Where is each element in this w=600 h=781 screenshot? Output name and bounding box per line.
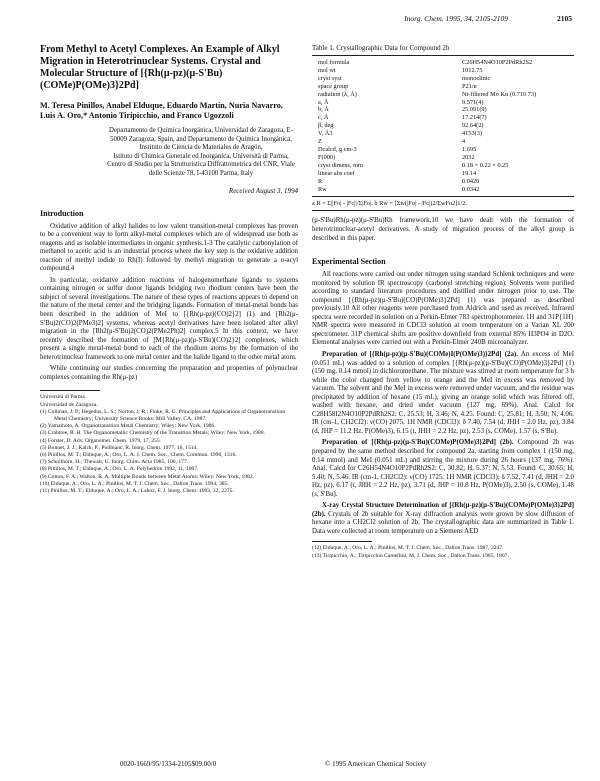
received-date: Received August 3, 1994 xyxy=(228,186,298,195)
xray-determination xyxy=(312,502,574,536)
table-row-label: R xyxy=(318,177,323,185)
footnote: (11) Pinillos, M. T.; Elduque, A.; Oro, L. A.; Lahoz, F. J. Inorg. Chem. 1993, 32, 2275. xyxy=(40,488,234,495)
table-row-value: 0.0342 xyxy=(462,185,480,193)
left-column xyxy=(40,44,298,495)
table-row-label: Dcalcd, g cm-3 xyxy=(318,145,357,153)
table-row-label: cryst syst xyxy=(318,74,342,82)
footnote-rule xyxy=(312,541,372,542)
table-row xyxy=(312,106,574,114)
table-row-value: 0.0420 xyxy=(462,177,480,185)
table-row-label: linear abs coef xyxy=(318,169,355,177)
table-row-label: β, deg xyxy=(318,122,334,130)
footnote: (2) Yamamoto, A. Organotransition Metal Chemistry; Wiley: New York, 1986. xyxy=(40,423,216,430)
table-row-label: space group xyxy=(318,82,349,90)
footnote-rule xyxy=(40,390,100,391)
table-row-label: cryst dimens, mm xyxy=(318,161,363,169)
table-row-label: V, Å3 xyxy=(318,130,333,138)
preparation-2b-text: Compound 2b was prepared by the same method described for compound 2a, starting from complex 1 (150 mg, 0.14 mmol) and MeI (0.051 mL) and stirring the mixture during 26 hours (137 mg, 76%). Anal. Calcd for C26H54N4O10P2PdRh2S2: C, 30.82; H, 5.37; N, 5.53. Found: C, 30.65; H, 5.40; N, 5.46. IR (cm-1, CH2Cl2): ν(CO) 1725. 1H NMR (CDCl3): δ 7.52, 7.41 (d, JHH = 2.0 Hz, pz), 6.17 (t, JHH = 2.2 Hz, pz), 3.71 (d, JHP = 10.8 Hz, P(OMe)3), 2.50 (s, COMe), 1.48 (s, S'Bu). xyxy=(312,439,574,498)
table-row-label: F(000) xyxy=(318,153,336,161)
preparation-2b-heading: Preparation of [{Rh(μ-pz)(μ-S'Bu)(COMe)P(OMe)3}2Pd] (2b). xyxy=(322,439,514,447)
table-row xyxy=(312,91,574,99)
footnote: (12) Elduque, A.; Oro, L. A.; Pinillos, M. T. J. Chem. Soc., Dalton Trans. 1987, 2247. xyxy=(312,545,504,552)
table-row-value: 4 xyxy=(462,138,466,146)
copyright: © 1995 American Chemical Society xyxy=(325,760,427,768)
experimental-paragraph: All reactions were carried out under nitrogen using standard Schlenk techniques and were monitored by solution IR spectroscopy (carbonyl stretching region). Solvents were purified according to standard literature procedures and distilled under nitrogen prior to use. The compound [{Rh(μ-pz)(μ-S'Bu)(CO)P(OMe)3}2Pd] (1) was prepared as described previously.10 All other reagents were purchased from Aldrich and used as received. Infrared spectra were recorded in solution on a Perkin-Elmer 783 spectrophotometer. 1H and 31P{1H} NMR spectra were measured in CDCl3 solution at room temperature on a Varian XL 200 spectrometer. 31P chemical shifts are positive downfield from external 85% H3PO4 in D2O. Elemental analyses were carried out with a Perkin-Elmer 240B microanalyzer. xyxy=(312,271,574,347)
affiliation-zaragoza: Departamento de Química Inorgánica, Universidad de Zaragoza, E-50009 Zaragoza, Spain, and Departamento de Química Inorgánica, Instituto de Ciencia de Materiales de Aragón, xyxy=(109,127,293,152)
introduction-heading: Introduction xyxy=(40,208,84,218)
table-row-value: 25.091(9) xyxy=(462,106,487,114)
table-row xyxy=(312,162,574,170)
footnote: Università di Parma. xyxy=(40,394,87,401)
page-footer xyxy=(40,760,572,772)
footnote: (5) Bonnet, J. J.; Kalck, P.; Poilblanc, R. Inorg. Chem. 1977, 16, 1514. xyxy=(40,444,198,451)
table-row xyxy=(312,130,574,138)
table-row-value: 92.64(2) xyxy=(462,122,484,130)
table-row xyxy=(312,75,574,83)
affiliation-block xyxy=(40,127,298,179)
affiliation-parma: Istituto di Chimica Generale ed Inorganica, Università di Parma, Centro di Studio per la Strutturistica Diffrattometrica del CNR, Viale delle Scienze 78, I-43100 Parma, Italy xyxy=(107,152,295,177)
preparation-2a-heading: Preparation of [{Rh(μ-pz)(μ-S'Bu)(COMe)I(P(OMe)3)}2Pd] (2a). xyxy=(322,350,518,358)
crystallographic-data-table xyxy=(312,59,574,193)
table-row-value: 9.571(4) xyxy=(462,98,484,106)
table-row-value: 1012.75 xyxy=(462,66,483,74)
intro-paragraph-3: While continuing our studies concerning the preparation and properties of polynuclear complexes containing the Rh(μ-pz) xyxy=(40,365,298,381)
table-row-value: P21/n xyxy=(462,82,477,90)
article-authors: M. Teresa Pinillos, Anabel Elduque, Eduardo Martín, Nuria Navarro, Luis A. Oro,* Antonio Tiripicchio, and Franco Ugozzoli xyxy=(40,101,283,120)
preparation-2a xyxy=(312,351,574,436)
table-row-value: 2032 xyxy=(462,153,475,161)
table-row-label: a, Å xyxy=(318,98,329,106)
table-row xyxy=(312,99,574,107)
right-column xyxy=(312,44,574,560)
table-row xyxy=(312,83,574,91)
table-row xyxy=(312,154,574,162)
table-row xyxy=(312,178,574,186)
table-1-note: a R = Σ||Fo| - |Fc||/Σ|Fo|. b Rw = [Σw(|Fo| - |Fc|)2/ΣwFo2]1/2. xyxy=(312,196,574,211)
footnote: (10) Elduque, A.; Oro, L. A.; Pinillos, M. T. J. Chem. Soc., Dalton Trans. 1994, 385. xyxy=(40,480,229,487)
page-number: 2105 xyxy=(557,14,572,23)
table-row-value: Ni-filtered Mo Kα (0.710 73) xyxy=(462,90,537,98)
table-row xyxy=(312,138,574,146)
table-row xyxy=(312,122,574,130)
table-row xyxy=(312,59,574,67)
table-row xyxy=(312,67,574,75)
table-row xyxy=(312,146,574,154)
table-row-value: 19.14 xyxy=(462,169,477,177)
table-row-value: monoclinic xyxy=(462,74,491,82)
table-row-value: 0.18 × 0.22 × 0.25 xyxy=(462,161,509,169)
table-row-label: Rw xyxy=(318,185,327,193)
table-row-label: b, Å xyxy=(318,106,329,114)
journal-citation: Inorg. Chem. 1995, 34, 2105-2109 xyxy=(404,14,508,23)
table-1-title: Table 1. Crystallographic Data for Compound 2b xyxy=(312,44,574,56)
experimental-heading: Experimental Section xyxy=(312,257,386,267)
table-row xyxy=(312,170,574,178)
xray-text: Crystals of 2b suitable for X-ray diffraction analysis were grown by slow diffusion of hexane into a CH2Cl2 solution of 2b. The crystallographic data are summarized in Table 1. Data were collected at room temperature on a Siemens AED xyxy=(312,510,574,535)
intro-paragraph-2: In particular, oxidative addition reactions of halogenomethane ligands to systems containing nitrogen or sulfur donor ligands bridging two rhodium centers have been the subject of several investigations. The nature of these types of reactions appears to depend on the nature of the metal center and the bridging ligands. Formation of metal-metal bonds has been described in the addition of MeI to [{Rh(μ-pz)(CO)2}2] (1) and [Rh2(μ-S'Bu)2(CO)2(PMe3)2] systems, whereas acetyl derivatives have been isolated after alkyl migration in the [Rh2(μ-S'Bu)2(CO)2(PMe2Ph)2] complex.5 In this context, we have recently described the formation of [M{Rh(μ-pz)(μ-S'Bu)(CO)2}2] complexes, which present a single metal-metal bond to each of the rhodium atoms by the formation of the heterotrinuclear framework to one metal center and the halide ligand to the other metal atom. xyxy=(40,276,298,361)
article-title: From Methyl to Acetyl Complexes. An Example of Alkyl Migration in Heterotrinuclear Systems. Crystal and Molecular Structure of [{Rh(μ-pz)(μ-S'Bu)(COMe)P(OMe)3}2Pd] xyxy=(40,44,280,91)
footnote: (6) Pinillos, M. T.; Elduque, A.; Oro, L. A. J. Chem. Soc., Chem. Commun. 1990, 1316. xyxy=(40,452,237,459)
table-row-label: radiation (λ, Å) xyxy=(318,90,357,98)
table-row-value: 17.214(7) xyxy=(462,114,487,122)
table-row-label: Z xyxy=(318,138,322,146)
footnote: (1) Collman, J. P.; Hegedus, L. S.; Norton, J. R.; Finke, R. G. Principles and Applications of Organotransition Metal Chemistry; University Science Books: Mill Valley, CA, 1987. xyxy=(40,408,286,423)
table-row-label: mol wt xyxy=(318,66,336,74)
article-code: 0020-1669/95/1334-2105$09.00/0 xyxy=(120,760,217,768)
page-header xyxy=(40,14,572,26)
footnote: (8) Pinillos, M. T.; Elduque, A.; Oro, L. A. Polyhedron 1992, 11, 1007. xyxy=(40,466,199,473)
footnote: Universidad de Zaragoza. xyxy=(40,401,98,408)
table-row-value: 4153(3) xyxy=(462,130,482,138)
right-intro-paragraph: (μ-S'Bu)Rh(μ-pz)(μ-S'Bu)Rh framework,10 we have dealt with the formation of heterotrinuclear-acetyl derivatives. A study of migration process of the alkyl group is described in this paper. xyxy=(312,217,574,242)
footnote: (9) Cotton, F. A.; Walton, R. A. Multiple Bonds between Metal Atoms; Wiley: New York, 1982. xyxy=(40,473,255,480)
footnote: (7) Schollhorn, H.; Thewalt, U. Inorg. Chim. Acta 1985, 106, 177. xyxy=(40,459,189,466)
footnote: (13) Tiripicchio, A.; Tiripicchio Camellini, M. J. Chem. Soc., Dalton Trans. 1985, 1807. xyxy=(312,552,509,559)
table-row-value: C26H54N4O10P2PdRh2S2 xyxy=(462,59,533,66)
intro-paragraph-1: Oxidative addition of alkyl halides to low valent transition-metal complexes has proven to be a convenient way to form alkyl-metal complexes which are of widespread use both as reagents and as isolable intermediates in organic synthesis.1-3 The catalytic carbonylation of methanol to acetic acid is an industrial process where the key step is the oxidative addition reaction of methyl iodide to Rh(I) followed by methyl migration to generate a σ-acyl compound.4 xyxy=(40,222,298,273)
footnote: (4) Forster, D. Adv. Organomet. Chem. 1979, 17, 255. xyxy=(40,437,162,444)
preparation-2a-text: An excess of MeI (0.051 mL) was added to a solution of complex [{Rh(μ-pz)(μ-S'Bu)(CO)P(OMe)3}2Pd] (1) (150 mg, 0.14 mmol) in dichloromethane. The mixture was stirred at room temperature for 3 h while the color changed from yellow to orange and the MeI in excess was removed by vacuum. The solvent and the MeI in excess were removed under vacuum, and the residue was precipitated by addition of hexane (15 mL), giving an orange solid which was filtered off, washed with hexane, and dried under vacuum (127 mg, 69%). Anal. Calcd for C28H58I2N4O10P2PdRh2S2: C, 25.53; H, 3.46; N, 4.25. Found: C, 25.81; H, 3.50; N, 4.06. IR (cm-1, CH2Cl2): ν(CO) 2075. 1H NMR (CDCl3): δ 7.40, 7.54 (d, JHH = 2.0 Hz, pz), 3.84 (d, JHP = 11.2 Hz, P(OMe)3), 6.15 (t, JHH = 2.2 Hz, pz), 2.53 (s, COMe), 1.57 (s, S'Bu). xyxy=(312,350,574,435)
table-row xyxy=(312,186,574,194)
table-row-value: 1.695 xyxy=(462,145,477,153)
table-row xyxy=(312,114,574,122)
table-row-label: c, Å xyxy=(318,114,329,122)
table-row-label: mol formula xyxy=(318,59,350,66)
xray-heading: X-ray Crystal Structure Determination of [{Rh(μ-pz)(μ-S'Bu)(COMe)P(OMe)3}2Pd] (2b). xyxy=(312,502,574,518)
preparation-2b xyxy=(312,439,574,499)
footnote: (3) Crabtree, R. H. The Organometallic Chemistry of the Transition Metals; Wiley: New York, 1988. xyxy=(40,430,266,437)
